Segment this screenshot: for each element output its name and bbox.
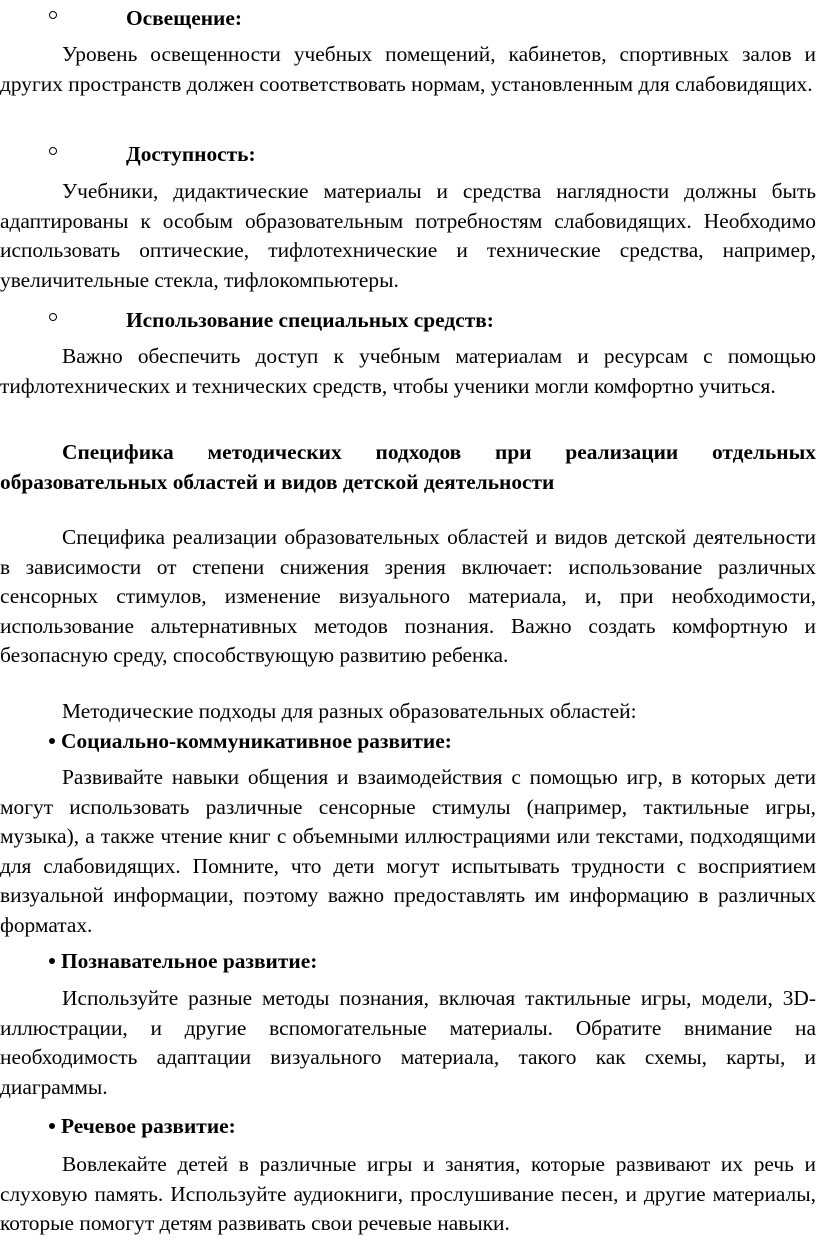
heading-special-means-label: Использование специальных средств: [126, 308, 494, 332]
paragraph-speech: Вовлекайте детей в различные игры и занятия, которые развивают их речь и слуховую память. Используйте аудиокниги, прослушивание песен, и другие материалы, которые помогут детям развивать свои речевые навыки. [0, 1152, 816, 1235]
heading-social-communicative-label: Социально-коммуникативное развитие: [61, 729, 452, 753]
heading-cognitive [49, 947, 317, 977]
heading-accessibility-label: Доступность: [126, 142, 256, 166]
heading-special-means [0, 306, 816, 336]
bullet-dot-icon [49, 1123, 55, 1129]
heading-speech [49, 1112, 236, 1142]
methodical-approaches-lead: Методические подходы для разных образовательных областей: [62, 699, 637, 723]
heading-accessibility [0, 140, 816, 170]
heading-lighting-label: Освещение: [126, 6, 242, 30]
bullet-dot-icon [49, 958, 55, 964]
section-title-specifics: Специфика методических подходов при реализации отдельных образовательных областей и видов детской деятельности [0, 440, 816, 494]
heading-speech-label: Речевое развитие: [61, 1114, 236, 1138]
heading-social-communicative [49, 727, 452, 757]
circle-bullet-icon [49, 147, 57, 155]
bullet-dot-icon [49, 738, 55, 744]
paragraph-specifics-intro: Специфика реализации образовательных областей и видов детской деятельности в зависимости от степени снижения зрения включает: использование различных сенсорных стимулов, изменение визуального материала, и, при необходимости, использование альтернативных методов познания. Важно создать комфортную и безопасную среду, способствующую развитию ребенка. [0, 525, 816, 667]
circle-bullet-icon [49, 11, 57, 19]
circle-bullet-icon [49, 313, 57, 321]
paragraph-accessibility: Учебники, дидактические материалы и средства наглядности должны быть адаптированы к особым образовательным потребностям слабовидящих. Необходимо использовать оптические, тифлотехнические и технические средства, например, увеличительные стекла, тифлокомпьютеры. [0, 179, 816, 292]
paragraph-cognitive: Используйте разные методы познания, включая тактильные игры, модели, 3D-иллюстрации, и другие вспомогательные материалы. Обратите внимание на необходимость адаптации визуального материала, такого как схемы, карты, и диаграммы. [0, 986, 816, 1099]
heading-cognitive-label: Познавательное развитие: [61, 949, 318, 973]
heading-lighting [0, 4, 816, 34]
paragraph-special-means: Важно обеспечить доступ к учебным материалам и ресурсам с помощью тифлотехнических и технических средств, чтобы ученики могли комфортно учиться. [0, 344, 816, 398]
paragraph-social-communicative: Развивайте навыки общения и взаимодействия с помощью игр, в которых дети могут использовать различные сенсорные стимулы (например, тактильные игры, музыка), а также чтение книг с объемными иллюстрациями или текстами, подходящими для слабовидящих. Помните, что дети могут испытывать трудности с восприятием визуальной информации, поэтому важно предоставлять им информацию в различных форматах. [0, 765, 816, 937]
paragraph-lighting: Уровень освещенности учебных помещений, кабинетов, спортивных залов и других пространств должен соответствовать нормам, установленным для слабовидящих. [0, 42, 816, 96]
